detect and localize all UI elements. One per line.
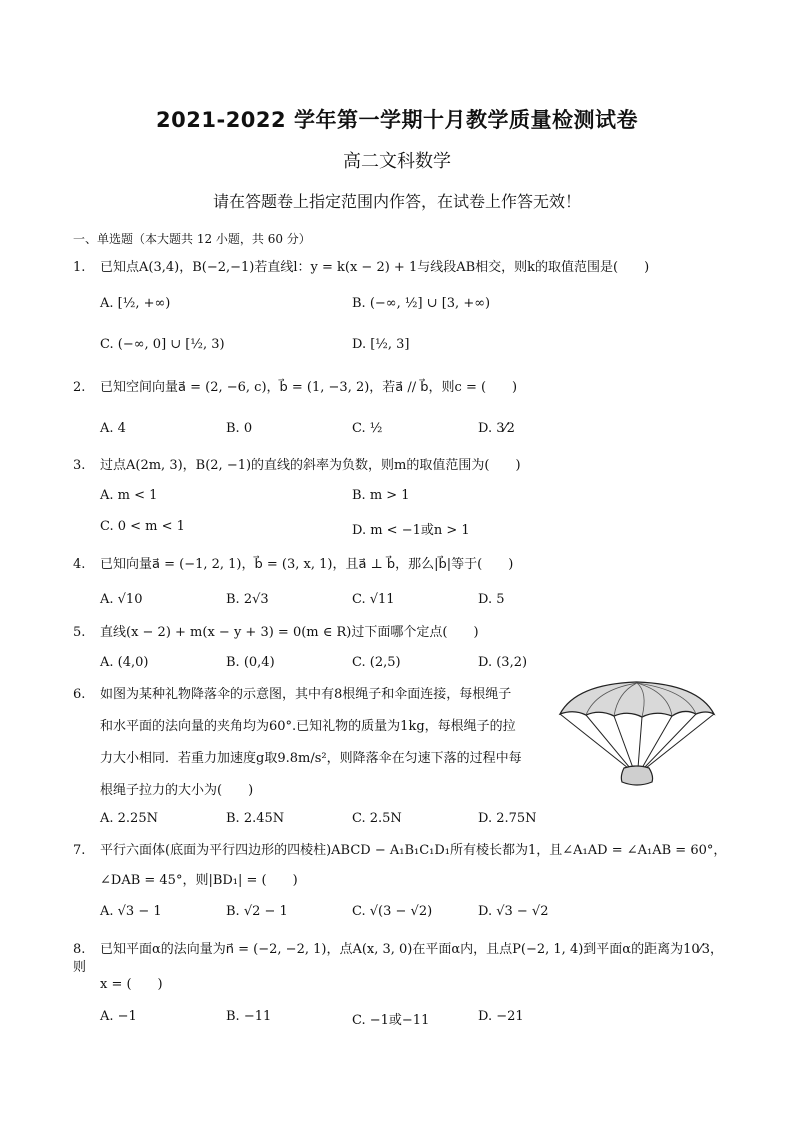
- question-6-options: [100, 811, 660, 829]
- option-a: A. 4: [100, 421, 126, 436]
- question-3-options-row-1: [100, 488, 660, 506]
- exam-title: 2021-2022 学年第一学期十月教学质量检测试卷: [156, 108, 638, 132]
- question-text: 已知空间向量a⃗ = (2, −6, c)，b⃗ = (1, −3, 2)，若a⃗ // b⃗，则c = ( ): [100, 380, 518, 395]
- question-text: 平行六面体(底面为平行四边形的四棱柱)ABCD − A₁B₁C₁D₁所有棱长都为1，且∠A₁AD = ∠A₁AB = 60°，: [100, 843, 727, 858]
- exam-subtitle: 高二文科数学: [343, 151, 451, 172]
- option-b: B. −11: [226, 1009, 272, 1024]
- question-8: [73, 941, 733, 977]
- option-c: C. ½: [352, 421, 383, 436]
- option-d: D. m < −1或n > 1: [352, 523, 470, 538]
- question-number: 4.: [73, 557, 86, 572]
- question-number: 8.: [73, 942, 86, 957]
- option-c: C. (2,5): [352, 655, 401, 670]
- question-1-options-row-2: [100, 337, 660, 355]
- question-number: 2.: [73, 380, 86, 395]
- question-text: 过点A(2m, 3)，B(2, −1)的直线的斜率为负数，则m的取值范围为( ): [100, 458, 521, 473]
- question-7-options: [100, 904, 660, 922]
- option-b: B. √2 − 1: [226, 904, 288, 919]
- option-d: D. √3 − √2: [478, 904, 549, 919]
- option-a: A. √10: [100, 592, 143, 607]
- question-number: 1.: [73, 260, 86, 275]
- option-d: D. −21: [478, 1009, 524, 1024]
- question-2-options: [100, 421, 660, 439]
- option-d: D. 5: [478, 592, 505, 607]
- question-8-options: [100, 1009, 660, 1027]
- option-b: B. m > 1: [352, 488, 410, 503]
- option-d: D. [½, 3]: [352, 337, 410, 352]
- question-line: 如图为某种礼物降落伞的示意图，其中有8根绳子和伞面连接，每根绳子: [100, 687, 512, 702]
- option-b: B. 2.45N: [226, 811, 285, 826]
- option-c: C. 0 < m < 1: [100, 519, 185, 534]
- question-line: 根绳子拉力的大小为( ): [100, 783, 254, 798]
- parachute-figure: [556, 680, 718, 788]
- option-b: B. 0: [226, 421, 253, 436]
- option-a: A. [½, +∞): [100, 296, 171, 311]
- question-line: 和水平面的法向量的夹角均为60°.已知礼物的质量为1kg，每根绳子的拉: [100, 719, 516, 734]
- question-7: [73, 842, 733, 860]
- option-a: A. (4,0): [100, 655, 149, 670]
- question-2: [73, 379, 723, 397]
- option-a: A. −1: [100, 1009, 137, 1024]
- question-4: [73, 556, 723, 574]
- option-c: C. √11: [352, 592, 395, 607]
- question-4-options: [100, 592, 660, 610]
- question-text: 已知向量a⃗ = (−1, 2, 1)，b⃗ = (3, x, 1)，且a⃗ ⊥ b⃗，那么|b⃗|等于( ): [100, 557, 514, 572]
- question-line: 力大小相同．若重力加速度g取9.8m/s²，则降落伞在匀速下落的过程中每: [100, 751, 522, 766]
- option-a: A. 2.25N: [100, 811, 158, 826]
- question-3-options-row-2: [100, 519, 660, 537]
- question-number: 7.: [73, 843, 86, 858]
- question-6-number: [73, 686, 103, 704]
- option-b: B. 2√3: [226, 592, 269, 607]
- question-text: 已知平面α的法向量为n⃗ = (−2, −2, 1)，点A(x, 3, 0)在平面α内，且点P(−2, 1, 4)到平面α的距离为10⁄3，则: [73, 942, 724, 975]
- question-number: 6.: [73, 687, 86, 702]
- question-number: 5.: [73, 625, 86, 640]
- question-3: [73, 457, 723, 475]
- option-c: C. 2.5N: [352, 811, 402, 826]
- option-b: B. (0,4): [226, 655, 275, 670]
- exam-notice: 请在答题卷上指定范围内作答，在试卷上作答无效！: [212, 192, 581, 211]
- option-d: D. 3⁄2: [478, 421, 515, 436]
- question-7-line-2: ∠DAB = 45°，则|BD₁| = ( ): [100, 873, 298, 888]
- question-5-options: [100, 655, 660, 673]
- section-heading: 一、单选题（本大题共 12 小题，共 60 分）: [73, 232, 311, 246]
- question-1-options-row-1: [100, 296, 660, 314]
- question-text: 直线(x − 2) + m(x − y + 3) = 0(m ∈ R)过下面哪个定点( ): [100, 625, 479, 640]
- question-1: [73, 259, 723, 277]
- option-a: A. √3 − 1: [100, 904, 162, 919]
- option-d: D. 2.75N: [478, 811, 537, 826]
- option-b: B. (−∞, ½] ∪ [3, +∞): [352, 296, 491, 311]
- option-c: C. (−∞, 0] ∪ [½, 3): [100, 337, 225, 352]
- option-a: A. m < 1: [100, 488, 158, 503]
- question-8-line-2: x = ( ): [100, 977, 163, 992]
- option-d: D. (3,2): [478, 655, 528, 670]
- question-5: [73, 624, 723, 642]
- question-text: 已知点A(3,4)，B(−2,−1)若直线l：y = k(x − 2) + 1与线段AB相交，则k的取值范围是( ): [100, 260, 650, 275]
- question-6-text: [100, 679, 545, 807]
- question-number: 3.: [73, 458, 86, 473]
- option-c: C. −1或−11: [352, 1013, 430, 1028]
- option-c: C. √(3 − √2): [352, 904, 433, 919]
